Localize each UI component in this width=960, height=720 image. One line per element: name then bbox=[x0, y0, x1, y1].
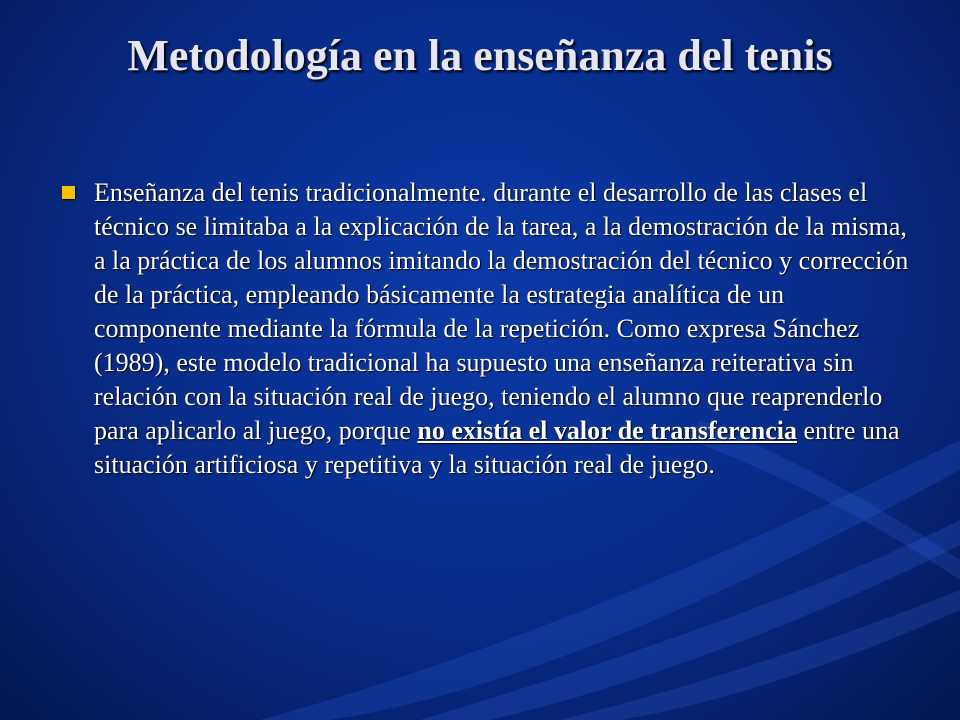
square-bullet-icon bbox=[62, 186, 75, 199]
bullet-text bbox=[94, 178, 908, 479]
bullet-list bbox=[56, 176, 916, 482]
bullet-text-after: entre una situación artificiosa y repetitiva y la situación real de juego. bbox=[94, 416, 900, 479]
bullet-text-before: Enseñanza del tenis tradicionalmente. durante el desarrollo de las clases el técnico se limitaba a la explicación de la tarea, a la demostración de la misma, a la práctica de los alumnos imitando la demostración del técnico y corrección de la práctica, empleando básicamente la estrategia analítica de un componente mediante la fórmula de la repetición. Como expresa Sánchez (1989), este modelo tradicional ha supuesto una enseñanza reiterativa sin relación con la situación real de juego, teniendo el alumno que reaprenderlo para aplicarlo al juego, porque bbox=[94, 178, 909, 445]
bullet-item bbox=[56, 176, 916, 482]
slide-title: Metodología en la enseñanza del tenis bbox=[127, 31, 833, 80]
bullet-text-emphasis: no existía el valor de transferencia bbox=[417, 416, 798, 445]
